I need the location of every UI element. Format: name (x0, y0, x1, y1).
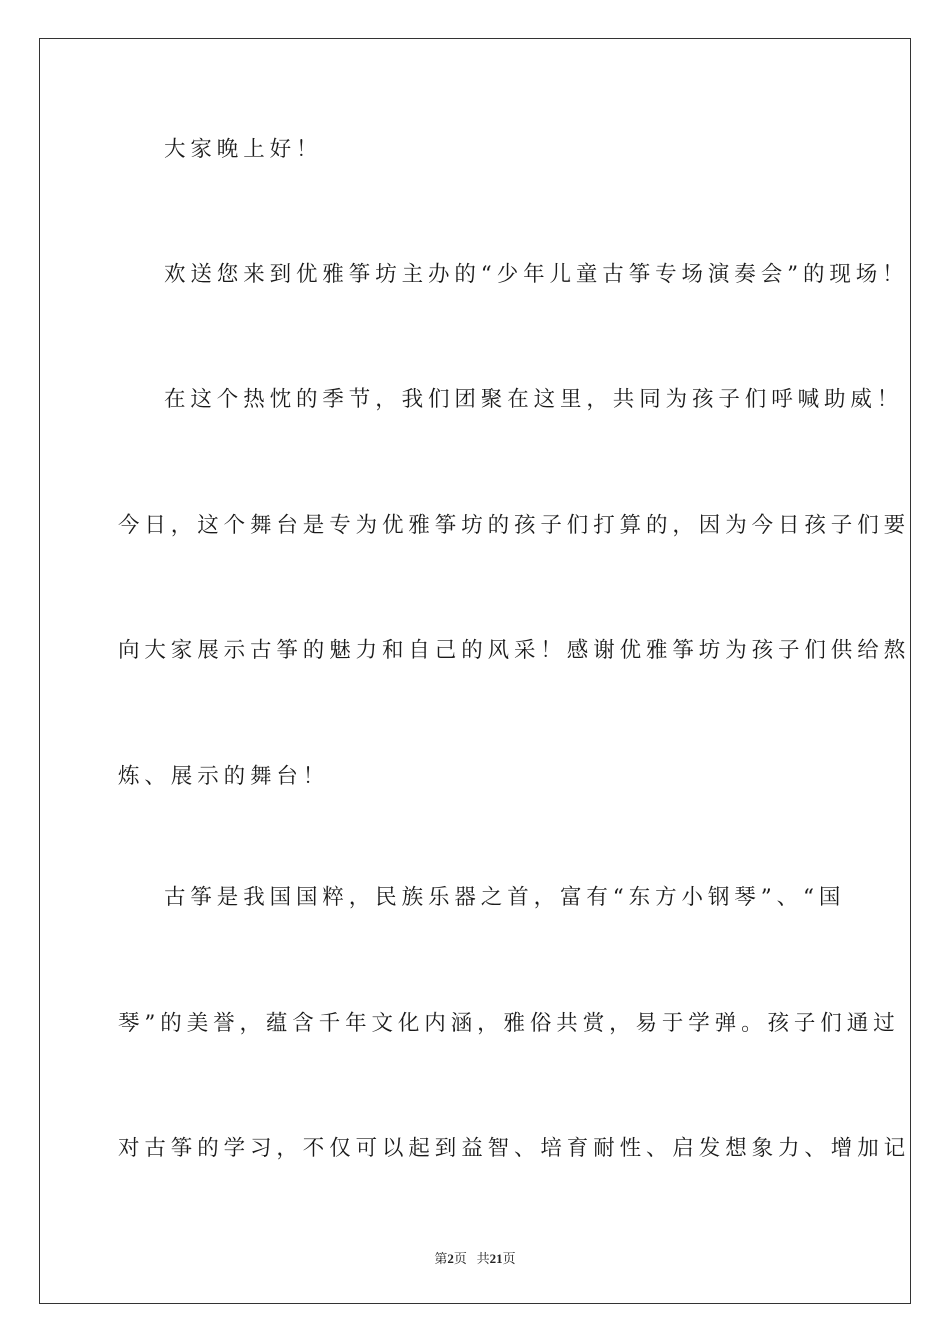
page-prefix: 第 (434, 1251, 448, 1266)
paragraph-stage-line-2: 向大家展示古筝的魅力和自己的风采！感谢优雅筝坊为孩子们供给熬 (118, 638, 911, 663)
page-border (39, 38, 911, 1304)
paragraph-stage-line-1: 今日，这个舞台是专为优雅筝坊的孩子们打算的，因为今日孩子们要 (118, 513, 911, 538)
paragraph-stage-line-3: 炼、展示的舞台！ (118, 764, 330, 789)
paragraph-guzheng-line-2: 琴”的美誉，蕴含千年文化内涵，雅俗共赏，易于学弹。孩子们通过 (118, 1011, 900, 1036)
page-suffix: 页 (453, 1251, 467, 1266)
total-pages: 21 (489, 1251, 503, 1266)
paragraph-guzheng-line-1: 古筝是我国国粹，民族乐器之首，富有“东方小钢琴”、“国 (164, 885, 846, 910)
page-footer (0, 1248, 950, 1267)
paragraph-guzheng-line-3: 对古筝的学习，不仅可以起到益智、培育耐性、启发想象力、增加记 (118, 1136, 911, 1161)
paragraph-welcome: 欢送您来到优雅筝坊主办的“少年儿童古筝专场演奏会”的现场！ (164, 262, 909, 287)
greeting-line: 大家晚上好！ (164, 137, 323, 162)
total-suffix: 页 (502, 1251, 516, 1266)
page-number: 2 (447, 1251, 454, 1266)
total-prefix: 共 (476, 1251, 490, 1266)
paragraph-season: 在这个热忱的季节，我们团聚在这里，共同为孩子们呼喊助威！ (164, 387, 904, 412)
